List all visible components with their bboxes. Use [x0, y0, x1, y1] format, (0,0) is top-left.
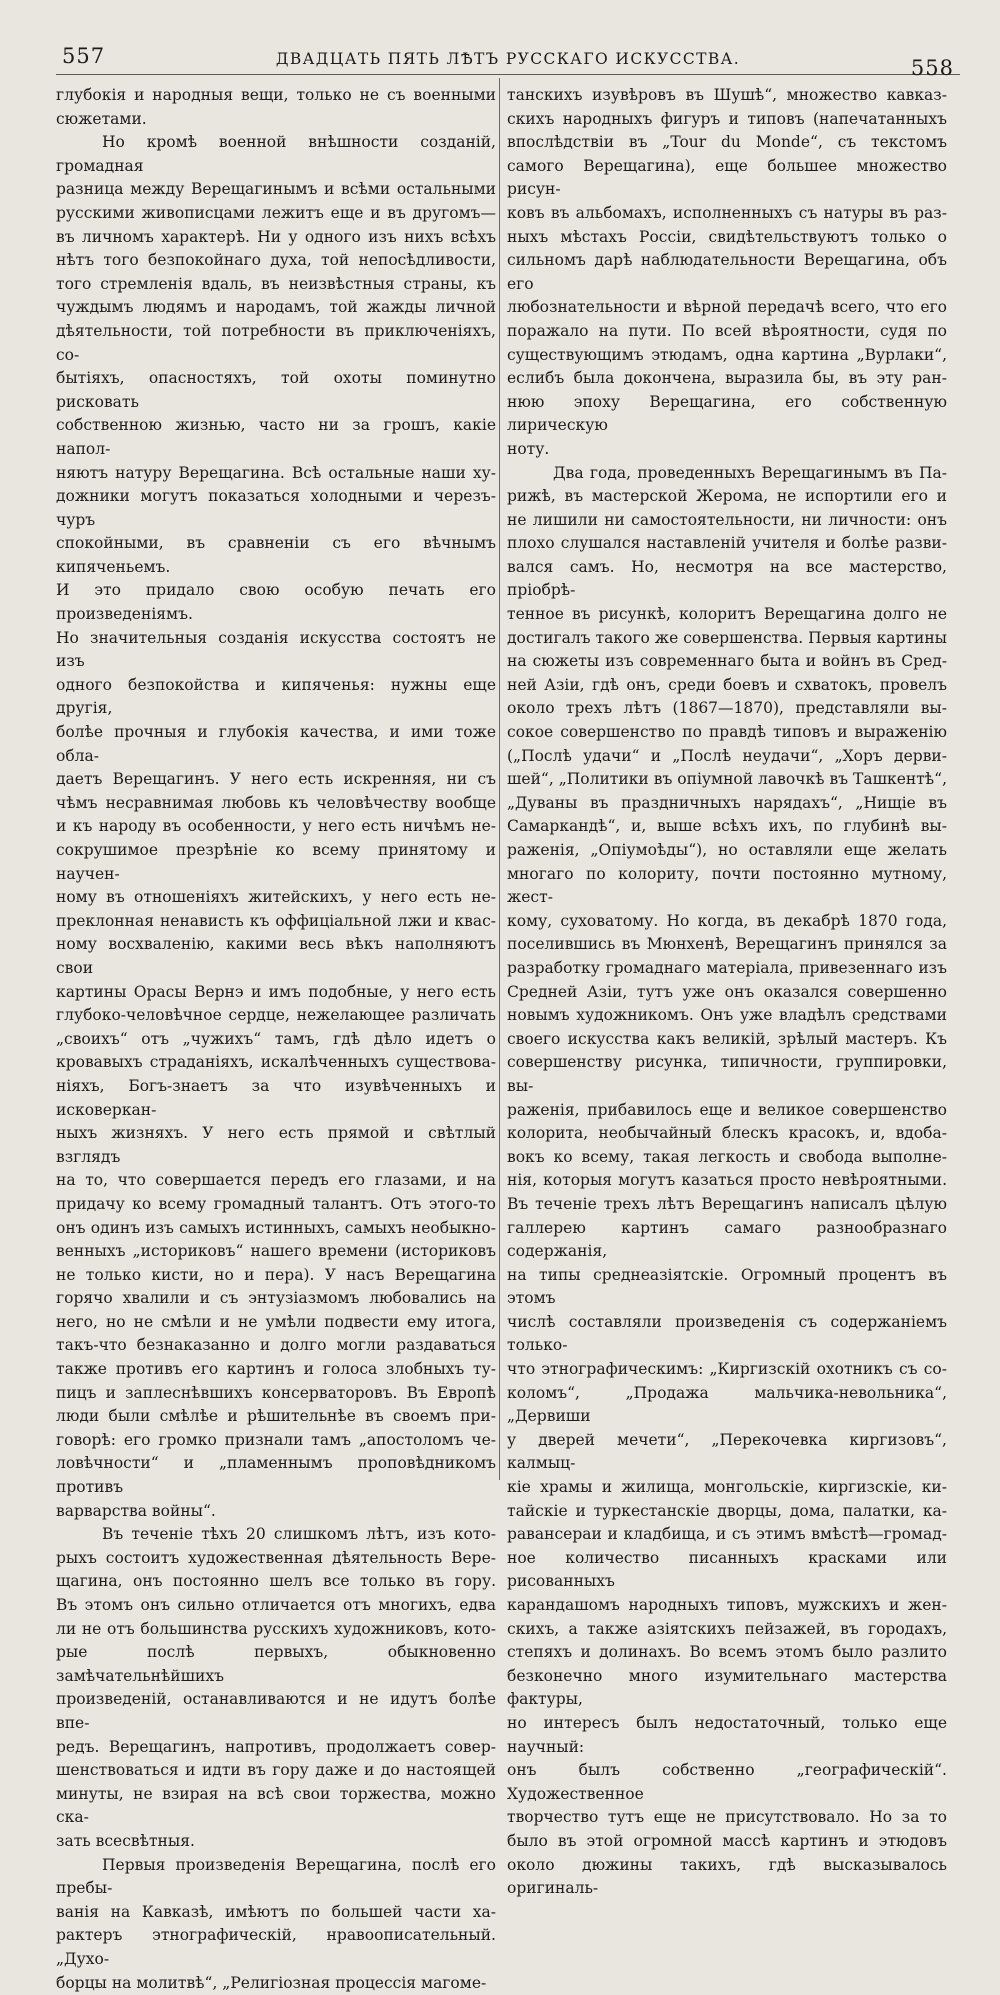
text-line: щагина, онъ постоянно шелъ все только въ гору.: [56, 1570, 496, 1594]
right-page-number: 558: [911, 56, 954, 80]
text-line: было въ этой огромной массѣ картинъ и этюдовъ: [507, 1830, 947, 1854]
text-line: нюю эпоху Верещагина, его собственную лирическую: [507, 391, 947, 438]
left-page-number: 557: [62, 44, 105, 68]
text-line: такъ-что безнаказанно и долго могли раздаваться: [56, 1334, 496, 1358]
text-line: раженія, „Опіумоѣды“), но оставляли еще желать: [507, 839, 947, 863]
text-line: Въ этомъ онъ сильно отличается отъ многихъ, едва: [56, 1594, 496, 1618]
text-line: чѣмъ несравнимая любовь къ человѣчеству вообще: [56, 792, 496, 816]
text-line: редъ. Верещагинъ, напротивъ, продолжаетъ совер-: [56, 1736, 496, 1760]
text-line: нѣтъ того безпокойнаго духа, той непосѣдливости,: [56, 249, 496, 273]
text-line: поражало на пути. По всей вѣроятности, судя по: [507, 320, 947, 344]
text-line: глубокія и народныя вещи, только не съ военными: [56, 84, 496, 108]
text-line: многаго по колориту, почти постоянно мутному, жест-: [507, 863, 947, 910]
text-line: вокъ ко всему, такая легкость и свобода выполне-: [507, 1146, 947, 1170]
text-line: въ личномъ характерѣ. Ни у одного изъ нихъ всѣхъ: [56, 226, 496, 250]
text-line: степяхъ и долинахъ. Во всемъ этомъ было разлито: [507, 1641, 947, 1665]
text-line: него, но не смѣли и не умѣли подвести ему итога,: [56, 1311, 496, 1335]
text-line: разработку громаднаго матеріала, привезеннаго изъ: [507, 957, 947, 981]
text-line: ному восхваленію, какими весь вѣкъ наполняютъ свои: [56, 933, 496, 980]
text-line: Но кромѣ военной внѣшности созданій, громадная: [56, 131, 496, 178]
text-line: коломъ“, „Продажа мальчика-невольника“, „Дервиши: [507, 1382, 947, 1429]
text-line: даетъ Верещагинъ. У него есть искренняя, ни съ: [56, 768, 496, 792]
text-line: не только кисти, но и пера). У насъ Верещагина: [56, 1264, 496, 1288]
text-line: рижѣ, въ мастерской Жерома, не испортили его и: [507, 485, 947, 509]
text-line: онъ былъ собственно „географическій“. Художественное: [507, 1759, 947, 1806]
text-line: самого Верещагина), еще большее множество рисун-: [507, 155, 947, 202]
text-line: своего искусства какъ великій, зрѣлый мастеръ. Къ: [507, 1028, 947, 1052]
text-line: сюжетами.: [56, 108, 496, 132]
text-line: сокое совершенство по правдѣ типовъ и выраженію: [507, 721, 947, 745]
text-line: на сюжеты изъ современнаго быта и войнъ въ Сред-: [507, 650, 947, 674]
text-line: не лишили ни самостоятельности, ни личности: онъ: [507, 509, 947, 533]
text-line: сокрушимое презрѣніе ко всему принятому и научен-: [56, 839, 496, 886]
text-line: плохо слушался наставленій учителя и болѣе разви-: [507, 532, 947, 556]
text-line: нія, которыя могутъ казаться просто невѣроятными.: [507, 1169, 947, 1193]
page-header: [56, 44, 960, 75]
text-line: галлерею картинъ самаго разнообразнаго содержанія,: [507, 1217, 947, 1264]
text-line: венныхъ „историковъ“ нашего времени (историковъ: [56, 1240, 496, 1264]
text-line: скихъ народныхъ фигуръ и типовъ (напечатанныхъ: [507, 108, 947, 132]
text-line: тенное въ рисункѣ, колоритъ Верещагина долго не: [507, 603, 947, 627]
text-line: карандашомъ народныхъ типовъ, мужскихъ и жен-: [507, 1594, 947, 1618]
text-line: Средней Азіи, тутъ уже онъ оказался совершенно: [507, 981, 947, 1005]
text-line: и къ народу въ особенности, у него есть ничѣмъ не-: [56, 815, 496, 839]
text-line: раженія, прибавилось еще и великое совершенство: [507, 1099, 947, 1123]
text-line: рыхъ состоитъ художественная дѣятельность Вере-: [56, 1547, 496, 1571]
text-line: но интересъ былъ недостаточный, только еще научный:: [507, 1712, 947, 1759]
text-line: „своихъ“ отъ „чужихъ“ тамъ, гдѣ дѣло идетъ о: [56, 1028, 496, 1052]
text-line: глубоко-человѣчное сердце, нежелающее различать: [56, 1004, 496, 1028]
text-line: творчество тутъ еще не присутствовало. Но за то: [507, 1806, 947, 1830]
text-line: Первыя произведенія Верещагина, послѣ его пребы-: [56, 1854, 496, 1901]
text-line: („Послѣ удачи“ и „Послѣ неудачи“, „Хоръ дерви-: [507, 745, 947, 769]
text-line: преклонная ненависть къ оффиціальной лжи и квас-: [56, 910, 496, 934]
text-line: числѣ составляли произведенія съ содержаніемъ только-: [507, 1311, 947, 1358]
text-line: говорѣ: его громко признали тамъ „апостоломъ че-: [56, 1429, 496, 1453]
text-line: достигалъ такого же совершенства. Первыя картины: [507, 627, 947, 651]
text-line: спокойными, въ сравненіи съ его вѣчнымъ кипяченьемъ.: [56, 532, 496, 579]
text-line: существующимъ этюдамъ, одна картина „Вурлаки“,: [507, 344, 947, 368]
text-line: собственною жизнью, часто ни за грошъ, какіе напол-: [56, 414, 496, 461]
text-line: бытіяхъ, опасностяхъ, той охоты поминутно рисковать: [56, 367, 496, 414]
text-line: сильномъ дарѣ наблюдательности Верещагина, объ его: [507, 249, 947, 296]
text-line: ное количество писанныхъ красками или рисованныхъ: [507, 1547, 947, 1594]
text-line: одного безпокойства и кипяченья: нужны еще другія,: [56, 674, 496, 721]
text-line: тайскіе и туркестанскіе дворцы, дома, палатки, ка-: [507, 1500, 947, 1524]
text-line: кровавыхъ страданіяхъ, искалѣченныхъ существова-: [56, 1051, 496, 1075]
text-line: рые послѣ первыхъ, обыкновенно замѣчательнѣйшихъ: [56, 1641, 496, 1688]
column-divider: [499, 78, 500, 1480]
text-line: варварства войны“.: [56, 1500, 496, 1524]
text-line: няютъ натуру Верещагина. Всѣ остальные наши ху-: [56, 462, 496, 486]
text-line: русскими живописцами лежитъ еще и въ другомъ—: [56, 202, 496, 226]
text-line: минуты, не взирая на всѣ свои торжества, можно ска-: [56, 1783, 496, 1830]
text-line: равансераи и кладбища, и съ этимъ вмѣстѣ—громад-: [507, 1523, 947, 1547]
text-line: около трехъ лѣтъ (1867—1870), представляли вы-: [507, 697, 947, 721]
text-line: около дюжины такихъ, гдѣ высказывалось оригиналь-: [507, 1854, 947, 1901]
text-line: Самаркандѣ“, и, выше всѣхъ ихъ, по глубинѣ вы-: [507, 815, 947, 839]
text-line: ныхъ жизняхъ. У него есть прямой и свѣтлый взглядъ: [56, 1122, 496, 1169]
text-line: что этнографическимъ: „Киргизскій охотникъ съ со-: [507, 1358, 947, 1382]
text-line: дожники могутъ показаться холодными и черезъ-чуръ: [56, 485, 496, 532]
text-line: картины Орасы Вернэ и имъ подобные, у него есть: [56, 981, 496, 1005]
right-column: [507, 84, 947, 1901]
left-column: [56, 84, 496, 1995]
text-line: любознательности и вѣрной передачѣ всего, что его: [507, 296, 947, 320]
text-line: на то, что совершается передъ его глазами, и на: [56, 1169, 496, 1193]
text-line: Въ теченіе трехъ лѣтъ Верещагинъ написалъ цѣлую: [507, 1193, 947, 1217]
text-line: кому, суховатому. Но когда, въ декабрѣ 1870 года,: [507, 910, 947, 934]
text-line: горячо хвалили и съ энтузіазмомъ любовались на: [56, 1287, 496, 1311]
text-line: ней Азіи, гдѣ онъ, среди боевъ и схватокъ, провелъ: [507, 674, 947, 698]
text-line: ноту.: [507, 438, 947, 462]
text-line: произведеній, останавливаются и не идутъ болѣе впе-: [56, 1688, 496, 1735]
text-line: ковъ въ альбомахъ, исполненныхъ съ натуры въ раз-: [507, 202, 947, 226]
text-line: Но значительныя созданія искусства состоятъ не изъ: [56, 627, 496, 674]
text-line: впослѣдствіи въ „Tour du Monde“, съ текстомъ: [507, 131, 947, 155]
text-line: разница между Верещагинымъ и всѣми остальными: [56, 178, 496, 202]
text-line: „Дуваны въ праздничныхъ нарядахъ“, „Нищіе въ: [507, 792, 947, 816]
text-line: ли не отъ большинства русскихъ художниковъ, кото-: [56, 1618, 496, 1642]
text-line: шей“, „Политики въ опіумной лавочкѣ въ Ташкентѣ“,: [507, 768, 947, 792]
text-line: ныхъ мѣстахъ Россіи, свидѣтельствуютъ только о: [507, 226, 947, 250]
text-line: на типы среднеазіятскіе. Огромный процентъ въ этомъ: [507, 1264, 947, 1311]
text-line: люди были смѣлѣе и рѣшительнѣе въ своемъ при-: [56, 1405, 496, 1429]
text-line: кіе храмы и жилища, монгольскіе, киргизскіе, ки-: [507, 1476, 947, 1500]
text-line: онъ одинъ изъ самыхъ истинныхъ, самыхъ необыкно-: [56, 1217, 496, 1241]
text-line: ному въ отношеніяхъ житейскихъ, у него есть не-: [56, 886, 496, 910]
text-line: танскихъ изувѣровъ въ Шушѣ“, множество кавказ-: [507, 84, 947, 108]
text-line: новымъ художникомъ. Онъ уже владѣлъ средствами: [507, 1004, 947, 1028]
text-line: зать всесвѣтныя.: [56, 1830, 496, 1854]
text-line: скихъ, а также азіятскихъ пейзажей, въ городахъ,: [507, 1618, 947, 1642]
text-line: шенствоваться и идти въ гору даже и до настоящей: [56, 1759, 496, 1783]
text-line: вался самъ. Но, несмотря на все мастерство, пріобрѣ-: [507, 556, 947, 603]
text-line: И это придало свою особую печать его произведеніямъ.: [56, 579, 496, 626]
text-line: совершенству рисунка, типичности, группировки, вы-: [507, 1051, 947, 1098]
text-line: также противъ его картинъ и голоса злобныхъ ту-: [56, 1358, 496, 1382]
text-line: безконечно много изумительнаго мастерства фактуры,: [507, 1665, 947, 1712]
text-line: Два года, проведенныхъ Верещагинымъ въ Па-: [507, 462, 947, 486]
text-line: ніяхъ, Богъ-знаетъ за что изувѣченныхъ и исковеркан-: [56, 1075, 496, 1122]
text-line: еслибъ была докончена, выразила бы, въ эту ран-: [507, 367, 947, 391]
text-line: ловѣчности“ и „пламеннымъ проповѣдникомъ противъ: [56, 1452, 496, 1499]
running-title: ДВАДЦАТЬ ПЯТЬ ЛѢТЪ РУССКАГО ИСКУССТВА.: [56, 50, 960, 68]
text-line: того стремленія вдаль, въ неизвѣстныя страны, къ: [56, 273, 496, 297]
text-line: колорита, необычайный блескъ красокъ, и, вдоба-: [507, 1122, 947, 1146]
text-line: рактеръ этнографическій, нравоописательный. „Духо-: [56, 1924, 496, 1971]
text-line: борцы на молитвѣ“, „Религіозная процессія магоме-: [56, 1972, 496, 1995]
text-line: ванія на Кавказѣ, имѣютъ по большей части ха-: [56, 1901, 496, 1925]
text-line: поселившись въ Мюнхенѣ, Верещагинъ принялся за: [507, 933, 947, 957]
text-line: болѣе прочныя и глубокія качества, и ими тоже обла-: [56, 721, 496, 768]
text-line: у дверей мечети“, „Перекочевка киргизовъ“, калмыц-: [507, 1429, 947, 1476]
text-line: Въ теченіе тѣхъ 20 слишкомъ лѣтъ, изъ кото-: [56, 1523, 496, 1547]
text-line: придачу ко всему громадный талантъ. Отъ этого-то: [56, 1193, 496, 1217]
text-line: дѣятельности, той потребности въ приключеніяхъ, со-: [56, 320, 496, 367]
text-line: пицъ и заплеснѣвшихъ консерваторовъ. Въ Европѣ: [56, 1382, 496, 1406]
text-line: чуждымъ людямъ и народамъ, той жажды личной: [56, 296, 496, 320]
